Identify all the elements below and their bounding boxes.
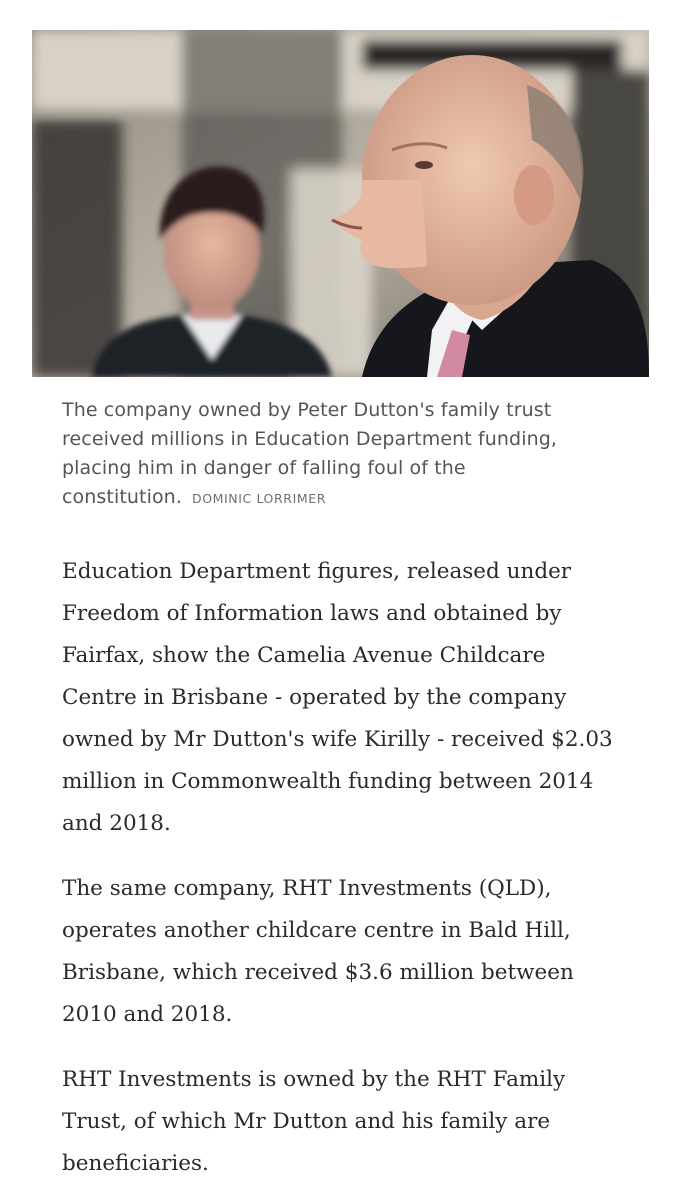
- article-paragraph: RHT Investments is owned by the RHT Family Trust, of which Mr Dutton and his family are beneficiaries.: [62, 1067, 566, 1176]
- photo-illustration: [32, 30, 649, 377]
- article-paragraph: The same company, RHT Investments (QLD), operates another childcare centre in Bald Hill, Brisbane, which received $3.6 million between 2010 and 2018.: [62, 876, 574, 1027]
- article-paragraph: Education Department figures, released under Freedom of Information laws and obtained by Fairfax, show the Camelia Avenue Childcare Centre in Brisbane - operated by the company owned by Mr Dutton's wife Kirilly - received $2.03 million in Commonwealth funding between 2014 and 2018.: [62, 559, 613, 836]
- caption-text: The company owned by Peter Dutton's family trust received millions in Education Department funding, placing him in danger of falling foul of the constitution.: [62, 399, 558, 508]
- article-photo[interactable]: [32, 30, 649, 377]
- article-body: [62, 551, 622, 1200]
- photo-caption: [62, 396, 632, 513]
- photo-credit: DOMINIC LORRIMER: [191, 491, 327, 506]
